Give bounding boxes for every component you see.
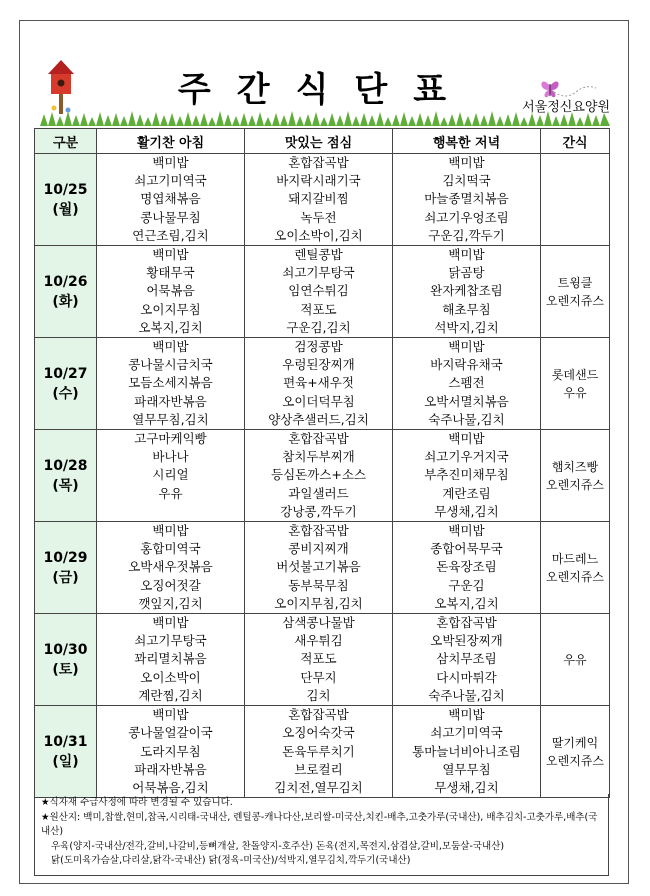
page-title: 주간식단표 bbox=[177, 69, 473, 110]
dinner-cell bbox=[393, 246, 541, 338]
breakfast-item: 쇠고기무탕국 bbox=[134, 633, 207, 649]
lunch-item: 콩비지찌개 bbox=[288, 541, 349, 557]
day-cell bbox=[35, 522, 97, 614]
breakfast-cell bbox=[97, 154, 245, 246]
lunch-item: 혼합잡곡밥 bbox=[288, 523, 349, 539]
header-breakfast: 활기찬 아침 bbox=[97, 129, 245, 154]
lunch-item: 새우튀김 bbox=[294, 633, 343, 649]
breakfast-item: 홍합미역국 bbox=[140, 541, 201, 557]
lunch-item: 단무지 bbox=[300, 669, 337, 685]
lunch-cell bbox=[245, 706, 393, 798]
dinner-item: 다시마튀각 bbox=[436, 669, 497, 685]
day-weekday: (화) bbox=[52, 293, 79, 310]
lunch-cell bbox=[245, 246, 393, 338]
lunch-item: 등심돈까스+소스 bbox=[271, 467, 366, 483]
day-date: 10/27 bbox=[43, 365, 88, 382]
day-weekday: (목) bbox=[52, 477, 79, 494]
breakfast-item: 꽈리멸치볶음 bbox=[134, 651, 207, 667]
header-dinner: 행복한 저녁 bbox=[393, 129, 541, 154]
lunch-item: 양상추샐러드,김치 bbox=[268, 411, 369, 427]
snack-item: 오렌지쥬스 bbox=[546, 753, 604, 768]
lunch-item: 오이소박이,김치 bbox=[274, 227, 363, 243]
lunch-item: 과일샐러드 bbox=[288, 485, 349, 501]
day-date: 10/29 bbox=[43, 549, 88, 566]
dinner-item: 숙주나물,김치 bbox=[428, 411, 505, 427]
day-date: 10/26 bbox=[43, 273, 88, 290]
day-date: 10/30 bbox=[43, 641, 88, 658]
lunch-item: 혼합잡곡밥 bbox=[288, 431, 349, 447]
lunch-item: 버섯불고기볶음 bbox=[276, 559, 361, 575]
lunch-item: 혼합잡곡밥 bbox=[288, 155, 349, 170]
snack-item: 햄치즈빵 bbox=[551, 459, 599, 474]
lunch-item: 강낭콩,깍두기 bbox=[280, 503, 357, 519]
dinner-item: 쇠고기우엉조림 bbox=[424, 209, 509, 225]
dinner-item: 백미밥 bbox=[448, 431, 485, 447]
lunch-cell bbox=[245, 154, 393, 246]
lunch-item: 김치 bbox=[306, 687, 331, 703]
table-row bbox=[35, 522, 610, 614]
table-row bbox=[35, 246, 610, 338]
breakfast-item: 연근조림,김치 bbox=[132, 227, 209, 243]
lunch-item: 검정콩밥 bbox=[294, 339, 343, 355]
lunch-cell bbox=[245, 430, 393, 522]
table-row bbox=[35, 706, 610, 798]
note-origin-meat: 우육(양지-국내산/전각,갈비,나갈비,등뼈개살, 찬돌양지-호주산) 돈육(전지,목전지,삼겹살,갈비,모둠살-국내산) bbox=[51, 840, 505, 852]
snack-cell bbox=[541, 522, 610, 614]
dinner-item: 백미밥 bbox=[448, 339, 485, 355]
breakfast-cell bbox=[97, 706, 245, 798]
breakfast-item: 콩나물시금치국 bbox=[128, 357, 213, 373]
breakfast-item: 도라지무침 bbox=[140, 743, 201, 759]
lunch-item: 동부묵무침 bbox=[288, 577, 349, 593]
dinner-item: 닭곰탕 bbox=[448, 265, 485, 281]
grass-decoration bbox=[40, 108, 610, 126]
dinner-item: 삼치무조림 bbox=[436, 651, 497, 667]
lunch-item: 혼합잡곡밥 bbox=[288, 707, 349, 723]
breakfast-item: 모듬소세지볶음 bbox=[128, 375, 213, 391]
day-cell bbox=[35, 430, 97, 522]
table-row bbox=[35, 614, 610, 706]
header-snack: 간식 bbox=[541, 129, 610, 154]
lunch-item: 임연수튀김 bbox=[288, 283, 349, 299]
snack-item: 롯데샌드 bbox=[551, 367, 599, 382]
lunch-item: 김치전,열무김치 bbox=[274, 779, 363, 795]
lunch-item: 바지락시래기국 bbox=[276, 173, 361, 189]
day-cell bbox=[35, 706, 97, 798]
dinner-cell bbox=[393, 154, 541, 246]
breakfast-cell bbox=[97, 522, 245, 614]
lunch-item: 삼색콩나물밥 bbox=[282, 615, 355, 631]
breakfast-cell bbox=[97, 430, 245, 522]
breakfast-item: 시리얼 bbox=[152, 467, 189, 483]
dinner-item: 해초무침 bbox=[442, 301, 491, 317]
table-header-row bbox=[35, 129, 610, 154]
snack-cell bbox=[541, 246, 610, 338]
lunch-item: 오징어숙갓국 bbox=[282, 725, 355, 741]
lunch-item: 우렁된장찌개 bbox=[282, 357, 355, 373]
dinner-cell bbox=[393, 522, 541, 614]
day-date: 10/31 bbox=[43, 733, 88, 750]
breakfast-item: 황태무국 bbox=[146, 265, 195, 281]
breakfast-cell bbox=[97, 246, 245, 338]
breakfast-item: 계란찜,김치 bbox=[138, 687, 203, 703]
note-change-notice: ★식자재 수급사정에 따라 변경될 수 있습니다. bbox=[41, 797, 233, 808]
dinner-item: 열무무침 bbox=[442, 761, 491, 777]
breakfast-item: 파래자반볶음 bbox=[134, 393, 207, 409]
note-origin-chicken: 닭(도미육가슴살,다리살,닭각-국내산) 닭(정육-미국산)/석박지,열무김치,깍두기(국내산) bbox=[51, 855, 411, 866]
dinner-item: 종합어묵무국 bbox=[430, 541, 503, 557]
breakfast-item: 파래자반볶음 bbox=[134, 761, 207, 777]
lunch-item: 렌틸콩밥 bbox=[294, 247, 343, 263]
breakfast-item: 우유 bbox=[158, 485, 183, 501]
lunch-cell bbox=[245, 522, 393, 614]
dinner-cell bbox=[393, 614, 541, 706]
dinner-item: 통마늘너비아니조림 bbox=[412, 743, 521, 759]
snack-item: 마드레느 bbox=[551, 551, 599, 566]
breakfast-item: 백미밥 bbox=[152, 339, 189, 355]
snack-item: 트윙클 bbox=[557, 275, 593, 290]
notes-section bbox=[34, 794, 609, 876]
breakfast-item: 오징어젓갈 bbox=[140, 577, 201, 593]
breakfast-item: 오박새우젓볶음 bbox=[128, 559, 213, 575]
dinner-item: 오복지,김치 bbox=[434, 595, 499, 611]
lunch-item: 쇠고기무탕국 bbox=[282, 265, 355, 281]
lunch-item: 참치두부찌개 bbox=[282, 449, 355, 465]
day-cell bbox=[35, 338, 97, 430]
table-row bbox=[35, 430, 610, 522]
dinner-item: 숙주나물,김치 bbox=[428, 687, 505, 703]
breakfast-item: 콩나물얼갈이국 bbox=[128, 725, 213, 741]
snack-item: 우유 bbox=[563, 652, 587, 667]
dinner-item: 백미밥 bbox=[448, 247, 485, 263]
day-date: 10/28 bbox=[43, 457, 88, 474]
lunch-item: 돈육두루치기 bbox=[282, 743, 355, 759]
weekly-menu-table bbox=[34, 128, 610, 798]
day-cell bbox=[35, 154, 97, 246]
day-cell bbox=[35, 614, 97, 706]
breakfast-cell bbox=[97, 338, 245, 430]
dinner-item: 쇠고기우거지국 bbox=[424, 449, 509, 465]
dinner-item: 구운김,깍두기 bbox=[428, 227, 505, 243]
dinner-item: 혼합잡곡밥 bbox=[436, 615, 497, 631]
day-weekday: (월) bbox=[52, 201, 79, 218]
table-row bbox=[35, 338, 610, 430]
table-row bbox=[35, 154, 610, 246]
snack-item: 오렌지쥬스 bbox=[546, 293, 604, 308]
lunch-item: 편육+새우젓 bbox=[283, 375, 354, 391]
lunch-item: 브로컬리 bbox=[294, 761, 343, 777]
lunch-cell bbox=[245, 338, 393, 430]
day-weekday: (금) bbox=[52, 569, 79, 586]
dinner-item: 돈육장조림 bbox=[436, 559, 497, 575]
dinner-cell bbox=[393, 430, 541, 522]
dinner-item: 백미밥 bbox=[448, 155, 485, 170]
dinner-item: 무생채,김치 bbox=[434, 503, 499, 519]
dinner-item: 완자케찹조림 bbox=[430, 283, 503, 299]
dinner-item: 구운김 bbox=[448, 577, 485, 593]
snack-item: 오렌지쥬스 bbox=[546, 477, 604, 492]
lunch-item: 구운김,김치 bbox=[286, 319, 351, 335]
dinner-item: 계란조림 bbox=[442, 485, 491, 501]
day-weekday: (일) bbox=[52, 753, 79, 770]
breakfast-item: 고구마케익빵 bbox=[134, 431, 207, 447]
dinner-item: 부추진미채무침 bbox=[424, 467, 509, 483]
lunch-item: 적포도 bbox=[300, 301, 337, 317]
dinner-item: 백미밥 bbox=[448, 707, 485, 723]
snack-cell bbox=[541, 338, 610, 430]
day-weekday: (토) bbox=[52, 661, 79, 678]
dinner-item: 마늘종멸치볶음 bbox=[424, 191, 509, 207]
lunch-item: 녹두전 bbox=[300, 209, 337, 225]
lunch-item: 오이지무침,김치 bbox=[274, 595, 363, 611]
breakfast-item: 깻잎지,김치 bbox=[138, 595, 203, 611]
breakfast-item: 어묵볶음 bbox=[146, 283, 195, 299]
dinner-cell bbox=[393, 706, 541, 798]
breakfast-item: 백미밥 bbox=[152, 155, 189, 170]
breakfast-item: 오이지무침 bbox=[140, 301, 201, 317]
breakfast-item: 오복지,김치 bbox=[138, 319, 203, 335]
breakfast-item: 열무무침,김치 bbox=[132, 411, 209, 427]
dinner-item: 쇠고기미역국 bbox=[430, 725, 503, 741]
breakfast-item: 백미밥 bbox=[152, 523, 189, 539]
dinner-cell bbox=[393, 338, 541, 430]
breakfast-item: 백미밥 bbox=[152, 247, 189, 263]
dinner-item: 무생채,김치 bbox=[434, 779, 499, 795]
dinner-item: 스펨전 bbox=[448, 375, 485, 391]
dinner-item: 오박된장찌개 bbox=[430, 633, 503, 649]
dinner-item: 오박서멸치볶음 bbox=[424, 393, 509, 409]
snack-cell bbox=[541, 154, 610, 246]
breakfast-item: 콩나물무침 bbox=[140, 209, 201, 225]
dinner-item: 바지락유채국 bbox=[430, 357, 503, 373]
snack-cell bbox=[541, 614, 610, 706]
dinner-item: 김치떡국 bbox=[442, 173, 491, 189]
breakfast-item: 오이소박이 bbox=[140, 669, 201, 685]
dinner-item: 백미밥 bbox=[448, 523, 485, 539]
breakfast-cell bbox=[97, 614, 245, 706]
snack-cell bbox=[541, 706, 610, 798]
note-origin: ★원산지: 백미,찹쌀,현미,찹곡,시리태-국내산, 렌틸콩-캐나다산,보리쌀-미국산,치킨-배추,고춧가루(국내산), 배추김치-고춧가루,배추(국내산) bbox=[41, 811, 598, 837]
breakfast-item: 명엽채볶음 bbox=[140, 191, 201, 207]
lunch-item: 적포도 bbox=[300, 651, 337, 667]
header-lunch: 맛있는 점심 bbox=[245, 129, 393, 154]
dinner-item: 석박지,김치 bbox=[434, 319, 499, 335]
lunch-cell bbox=[245, 614, 393, 706]
snack-item: 오렌지쥬스 bbox=[546, 569, 604, 584]
day-cell bbox=[35, 246, 97, 338]
snack-item: 딸기케익 bbox=[551, 735, 599, 750]
breakfast-item: 쇠고기미역국 bbox=[134, 173, 207, 189]
lunch-item: 오이더덕무침 bbox=[282, 393, 355, 409]
lunch-item: 돼지갈비찜 bbox=[288, 191, 349, 207]
breakfast-item: 백미밥 bbox=[152, 615, 189, 631]
snack-item: 우유 bbox=[563, 385, 587, 400]
header-gubun: 구분 bbox=[35, 129, 97, 154]
organization-name: 서울정신요양원 bbox=[522, 100, 610, 115]
day-date: 10/25 bbox=[43, 181, 88, 198]
snack-cell bbox=[541, 430, 610, 522]
day-weekday: (수) bbox=[52, 385, 79, 402]
breakfast-item: 백미밥 bbox=[152, 707, 189, 723]
breakfast-item: 어묵볶음,김치 bbox=[132, 779, 209, 795]
breakfast-item: 바나나 bbox=[152, 449, 189, 465]
